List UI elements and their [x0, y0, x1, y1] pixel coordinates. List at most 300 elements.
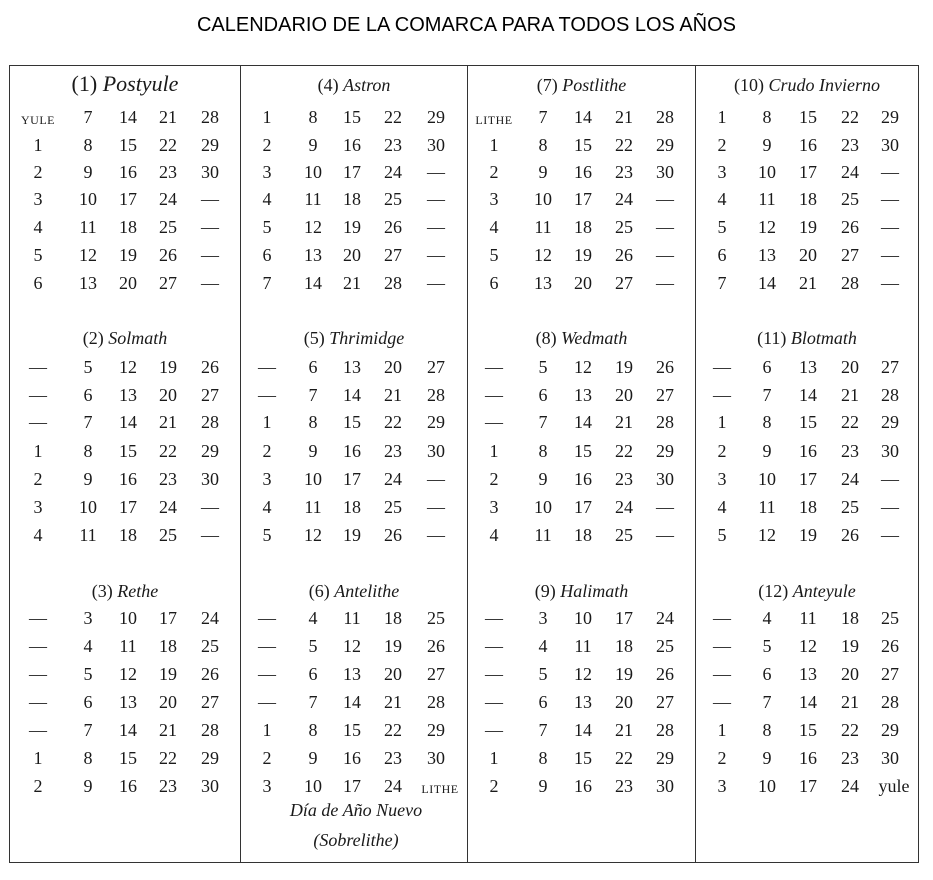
day-cell: 20	[119, 273, 137, 293]
day-cell: 19	[343, 525, 361, 545]
day-cell: 5	[489, 245, 499, 265]
day-cell: 20	[343, 245, 361, 265]
day-cell: 9	[83, 162, 93, 182]
month-name: Blotmath	[790, 328, 857, 348]
day-cell: —	[881, 189, 899, 209]
day-cell: —	[656, 273, 674, 293]
day-cell: —	[201, 217, 219, 237]
day-cell: —	[656, 189, 674, 209]
day-cell: 10	[758, 776, 776, 796]
day-cell: 14	[119, 107, 137, 127]
day-cell: 13	[119, 692, 137, 712]
day-cell: 24	[615, 497, 633, 517]
month-name: Postlithe	[562, 75, 627, 95]
day-cell: —	[881, 217, 899, 237]
month-title-5	[241, 328, 467, 349]
day-cell: 25	[159, 525, 177, 545]
day-cell: 19	[799, 525, 817, 545]
day-cell: 3	[33, 497, 43, 517]
day-cell: —	[485, 385, 503, 405]
day-cell: 20	[159, 385, 177, 405]
day-cell: 3	[489, 189, 499, 209]
day-cell: —	[29, 608, 47, 628]
day-cell: —	[713, 357, 731, 377]
day-cell: 21	[159, 720, 177, 740]
day-cell: 28	[201, 107, 219, 127]
day-cell: 25	[841, 497, 859, 517]
day-cell: 5	[538, 664, 548, 684]
day-cell: 12	[79, 245, 97, 265]
day-cell: 29	[881, 412, 899, 432]
day-cell: —	[485, 357, 503, 377]
day-cell: 2	[262, 748, 272, 768]
day-cell: 5	[262, 525, 272, 545]
day-cell: 12	[304, 217, 322, 237]
day-cell: 26	[656, 357, 674, 377]
day-cell: 5	[717, 525, 727, 545]
day-cell: 26	[384, 217, 402, 237]
day-cell: —	[881, 162, 899, 182]
month-name: Thrimidge	[329, 328, 405, 348]
day-cell: 2	[489, 776, 499, 796]
day-cell: 11	[79, 217, 97, 237]
day-cell: 28	[656, 107, 674, 127]
day-cell: 13	[574, 692, 592, 712]
day-cell: 29	[881, 107, 899, 127]
month-title-8	[468, 328, 695, 349]
day-cell: 27	[201, 692, 219, 712]
day-cell: —	[427, 189, 445, 209]
day-cell: 25	[656, 636, 674, 656]
day-cell: 15	[119, 748, 137, 768]
day-cell: 1	[489, 135, 499, 155]
day-cell: 16	[574, 162, 592, 182]
day-cell: 16	[119, 162, 137, 182]
month-title-11	[696, 328, 918, 349]
day-cell: 11	[758, 189, 776, 209]
day-cell: 23	[841, 135, 859, 155]
day-cell: 6	[538, 692, 548, 712]
day-cell: —	[713, 636, 731, 656]
day-cell: 11	[304, 189, 322, 209]
day-cell: 18	[119, 217, 137, 237]
day-cell: 6	[762, 664, 772, 684]
day-cell: 26	[427, 636, 445, 656]
day-cell: 21	[841, 385, 859, 405]
day-cell: 21	[384, 692, 402, 712]
day-cell: 26	[615, 245, 633, 265]
day-cell: —	[201, 525, 219, 545]
day-cell: 16	[799, 748, 817, 768]
day-cell: 7	[262, 273, 272, 293]
month-number: (8)	[535, 328, 557, 348]
day-cell: 17	[343, 162, 361, 182]
month-title-9	[468, 581, 695, 602]
day-cell: 11	[534, 525, 552, 545]
day-cell: 24	[841, 469, 859, 489]
day-cell: 30	[656, 776, 674, 796]
day-cell: 22	[615, 135, 633, 155]
day-cell: 4	[489, 217, 499, 237]
month-number: (4)	[317, 75, 339, 95]
day-cell: 26	[201, 664, 219, 684]
day-cell: 12	[758, 525, 776, 545]
day-cell: 11	[304, 497, 322, 517]
day-cell: —	[29, 412, 47, 432]
day-cell: 24	[656, 608, 674, 628]
day-cell: 8	[308, 720, 318, 740]
day-cell: —	[427, 497, 445, 517]
day-cell: 27	[201, 385, 219, 405]
day-cell: 8	[538, 135, 548, 155]
day-cell: 8	[83, 441, 93, 461]
day-cell: 21	[799, 273, 817, 293]
day-cell: 14	[574, 720, 592, 740]
day-cell: 27	[615, 273, 633, 293]
day-cell: —	[881, 245, 899, 265]
day-cell: 28	[656, 720, 674, 740]
day-cell: 13	[574, 385, 592, 405]
month-title-4	[241, 75, 467, 96]
day-cell: 4	[33, 525, 43, 545]
day-cell: 16	[119, 776, 137, 796]
day-cell: 10	[119, 608, 137, 628]
day-cell: 30	[427, 748, 445, 768]
day-cell: 26	[841, 525, 859, 545]
day-cell: 1	[717, 107, 727, 127]
day-cell: 28	[201, 412, 219, 432]
day-cell: 17	[343, 469, 361, 489]
day-cell: —	[258, 385, 276, 405]
day-cell: —	[29, 664, 47, 684]
day-cell: 18	[343, 189, 361, 209]
day-cell: 17	[799, 776, 817, 796]
day-cell: —	[258, 664, 276, 684]
day-cell: 5	[33, 245, 43, 265]
day-cell: —	[881, 497, 899, 517]
day-cell: 8	[762, 720, 772, 740]
day-cell: yule	[878, 776, 910, 796]
day-cell: 4	[717, 497, 727, 517]
day-cell: 12	[343, 636, 361, 656]
day-cell: 3	[262, 162, 272, 182]
month-name: Astron	[343, 75, 391, 95]
day-cell: 6	[33, 273, 43, 293]
day-cell: 14	[799, 692, 817, 712]
column-divider	[240, 65, 241, 863]
month-title-2	[10, 328, 240, 349]
day-cell: 1	[262, 107, 272, 127]
day-cell: 10	[304, 162, 322, 182]
day-cell: —	[485, 664, 503, 684]
day-cell: 2	[717, 748, 727, 768]
day-cell: 9	[762, 748, 772, 768]
day-cell: 7	[538, 412, 548, 432]
month-number: (1)	[71, 71, 98, 96]
column-divider	[467, 65, 468, 863]
day-cell: 8	[538, 441, 548, 461]
day-cell: 14	[343, 385, 361, 405]
day-cell: 8	[308, 107, 318, 127]
day-cell: 26	[881, 636, 899, 656]
day-cell: 26	[841, 217, 859, 237]
day-cell: 20	[841, 357, 859, 377]
day-cell: —	[656, 245, 674, 265]
day-cell: 29	[427, 412, 445, 432]
month-number: (3)	[91, 581, 113, 601]
day-cell: —	[427, 469, 445, 489]
day-cell: 8	[538, 748, 548, 768]
day-cell: 11	[758, 497, 776, 517]
day-cell: 17	[343, 776, 361, 796]
day-cell: 18	[799, 189, 817, 209]
day-cell: 30	[201, 162, 219, 182]
day-cell: 9	[538, 776, 548, 796]
day-cell: 1	[489, 748, 499, 768]
day-cell: 11	[534, 217, 552, 237]
day-cell: 5	[538, 357, 548, 377]
day-cell: 12	[119, 664, 137, 684]
day-cell: 7	[83, 107, 93, 127]
month-number: (10)	[734, 75, 764, 95]
day-cell: 22	[159, 441, 177, 461]
day-cell: 18	[574, 525, 592, 545]
day-cell: 29	[881, 720, 899, 740]
day-cell: 13	[304, 245, 322, 265]
day-cell: 19	[574, 245, 592, 265]
day-cell: 10	[79, 189, 97, 209]
day-cell: 5	[308, 636, 318, 656]
day-cell: 6	[489, 273, 499, 293]
day-cell: 13	[758, 245, 776, 265]
day-cell: 24	[201, 608, 219, 628]
day-cell: 26	[159, 245, 177, 265]
day-cell: 17	[799, 469, 817, 489]
day-cell: 29	[427, 107, 445, 127]
day-cell: 10	[304, 469, 322, 489]
day-cell: 2	[33, 162, 43, 182]
day-cell: 20	[615, 385, 633, 405]
day-cell: 25	[615, 217, 633, 237]
day-cell: 11	[574, 636, 592, 656]
day-cell: —	[201, 273, 219, 293]
day-cell: —	[258, 608, 276, 628]
day-cell: 8	[83, 748, 93, 768]
day-cell: 12	[119, 357, 137, 377]
day-cell: 7	[762, 385, 772, 405]
day-cell: 23	[384, 135, 402, 155]
day-cell: 7	[538, 720, 548, 740]
day-cell: —	[656, 497, 674, 517]
day-cell: 1	[262, 412, 272, 432]
day-cell: 13	[79, 273, 97, 293]
day-cell: 28	[427, 692, 445, 712]
day-cell: 19	[159, 357, 177, 377]
day-cell: 20	[799, 245, 817, 265]
month-title-1	[10, 71, 240, 97]
day-cell: 5	[83, 357, 93, 377]
day-cell: 3	[717, 469, 727, 489]
day-cell: 24	[841, 776, 859, 796]
day-cell: —	[427, 217, 445, 237]
day-cell: 22	[384, 107, 402, 127]
day-cell: 12	[574, 664, 592, 684]
day-cell: 13	[343, 664, 361, 684]
day-cell: 20	[841, 664, 859, 684]
day-cell: —	[713, 385, 731, 405]
day-cell: 27	[656, 692, 674, 712]
day-cell: 18	[841, 608, 859, 628]
day-cell: 30	[201, 776, 219, 796]
page-title: CALENDARIO DE LA COMARCA PARA TODOS LOS AÑOS	[196, 14, 737, 36]
day-cell: 1	[717, 720, 727, 740]
day-cell: 20	[384, 357, 402, 377]
day-cell: 3	[538, 608, 548, 628]
day-cell: 1	[717, 412, 727, 432]
day-cell: 17	[119, 189, 137, 209]
day-cell: —	[485, 608, 503, 628]
day-cell: 1	[489, 441, 499, 461]
day-cell: 7	[308, 692, 318, 712]
day-cell: 15	[574, 441, 592, 461]
day-cell: 19	[799, 217, 817, 237]
day-cell: 21	[384, 385, 402, 405]
day-cell: 17	[574, 189, 592, 209]
day-cell: 29	[656, 748, 674, 768]
footnote-line-1: Día de Año Nuevo	[289, 800, 423, 820]
day-cell: 27	[427, 664, 445, 684]
day-cell: 22	[615, 748, 633, 768]
day-cell: 23	[615, 469, 633, 489]
month-name: Halimath	[560, 581, 629, 601]
day-cell: 9	[83, 469, 93, 489]
day-cell: —	[485, 412, 503, 432]
day-cell: 25	[841, 189, 859, 209]
day-cell: 3	[717, 162, 727, 182]
day-cell: 25	[881, 608, 899, 628]
day-cell: 27	[427, 357, 445, 377]
day-cell: 11	[119, 636, 137, 656]
day-cell: 10	[758, 469, 776, 489]
day-cell: 19	[615, 664, 633, 684]
day-cell: 2	[489, 162, 499, 182]
day-cell: 20	[384, 664, 402, 684]
day-cell: 18	[799, 497, 817, 517]
month-title-10	[696, 75, 918, 96]
day-cell: 21	[841, 692, 859, 712]
day-cell: 4	[717, 189, 727, 209]
day-cell: 4	[308, 608, 318, 628]
day-cell: 28	[201, 720, 219, 740]
month-title-6	[241, 581, 467, 602]
day-cell: —	[713, 608, 731, 628]
day-cell: 13	[343, 357, 361, 377]
day-cell: 22	[841, 107, 859, 127]
month-name: Antelithe	[334, 581, 400, 601]
month-name: Wedmath	[561, 328, 628, 348]
day-cell: 12	[574, 357, 592, 377]
day-cell: 29	[201, 135, 219, 155]
column-divider	[695, 65, 696, 863]
day-cell: 25	[159, 217, 177, 237]
day-cell: 18	[384, 608, 402, 628]
day-cell: 24	[841, 162, 859, 182]
day-cell: 19	[841, 636, 859, 656]
month-name: Crudo Invierno	[768, 75, 880, 95]
day-cell: 14	[758, 273, 776, 293]
day-cell: 3	[717, 776, 727, 796]
day-cell: 23	[159, 162, 177, 182]
day-cell: 24	[384, 162, 402, 182]
day-cell: 17	[159, 608, 177, 628]
day-cell: —	[713, 692, 731, 712]
day-cell: 2	[262, 135, 272, 155]
day-cell: 2	[489, 469, 499, 489]
day-cell: 24	[159, 497, 177, 517]
day-cell: 13	[119, 385, 137, 405]
day-cell: 25	[384, 189, 402, 209]
day-cell: 17	[119, 497, 137, 517]
month-name: Postyule	[102, 71, 179, 96]
day-cell: 3	[33, 189, 43, 209]
day-cell: 20	[615, 692, 633, 712]
day-cell: 22	[841, 720, 859, 740]
day-cell: 27	[841, 245, 859, 265]
day-cell: 23	[615, 776, 633, 796]
day-cell: 6	[717, 245, 727, 265]
day-cell: 21	[615, 412, 633, 432]
day-cell: 30	[201, 469, 219, 489]
day-cell: 29	[656, 135, 674, 155]
day-cell: 9	[762, 135, 772, 155]
day-cell: 12	[758, 217, 776, 237]
day-cell: —	[881, 273, 899, 293]
day-cell: 15	[799, 107, 817, 127]
day-cell: 24	[159, 189, 177, 209]
day-cell: 20	[159, 692, 177, 712]
day-cell: 23	[159, 776, 177, 796]
day-cell: —	[656, 217, 674, 237]
day-cell: 16	[574, 469, 592, 489]
day-cell: 8	[308, 412, 318, 432]
day-cell: 25	[427, 608, 445, 628]
day-cell: 29	[427, 720, 445, 740]
day-cell: 23	[841, 441, 859, 461]
day-cell: 16	[574, 776, 592, 796]
day-cell: 3	[262, 776, 272, 796]
day-cell: 22	[159, 748, 177, 768]
day-cell: 14	[304, 273, 322, 293]
day-cell: 20	[574, 273, 592, 293]
day-cell: 19	[615, 357, 633, 377]
day-cell: 9	[308, 748, 318, 768]
day-cell: —	[258, 357, 276, 377]
day-cell: 11	[799, 608, 817, 628]
day-cell: 2	[33, 469, 43, 489]
day-cell: 28	[656, 412, 674, 432]
month-name: Anteyule	[792, 581, 856, 601]
day-cell: 6	[308, 357, 318, 377]
day-cell: 5	[83, 664, 93, 684]
day-cell: —	[427, 245, 445, 265]
day-cell: 11	[79, 525, 97, 545]
day-cell: 21	[343, 273, 361, 293]
day-cell: 2	[717, 135, 727, 155]
day-cell: 7	[308, 385, 318, 405]
day-cell: —	[485, 720, 503, 740]
day-cell: 6	[83, 385, 93, 405]
day-cell: —	[201, 189, 219, 209]
